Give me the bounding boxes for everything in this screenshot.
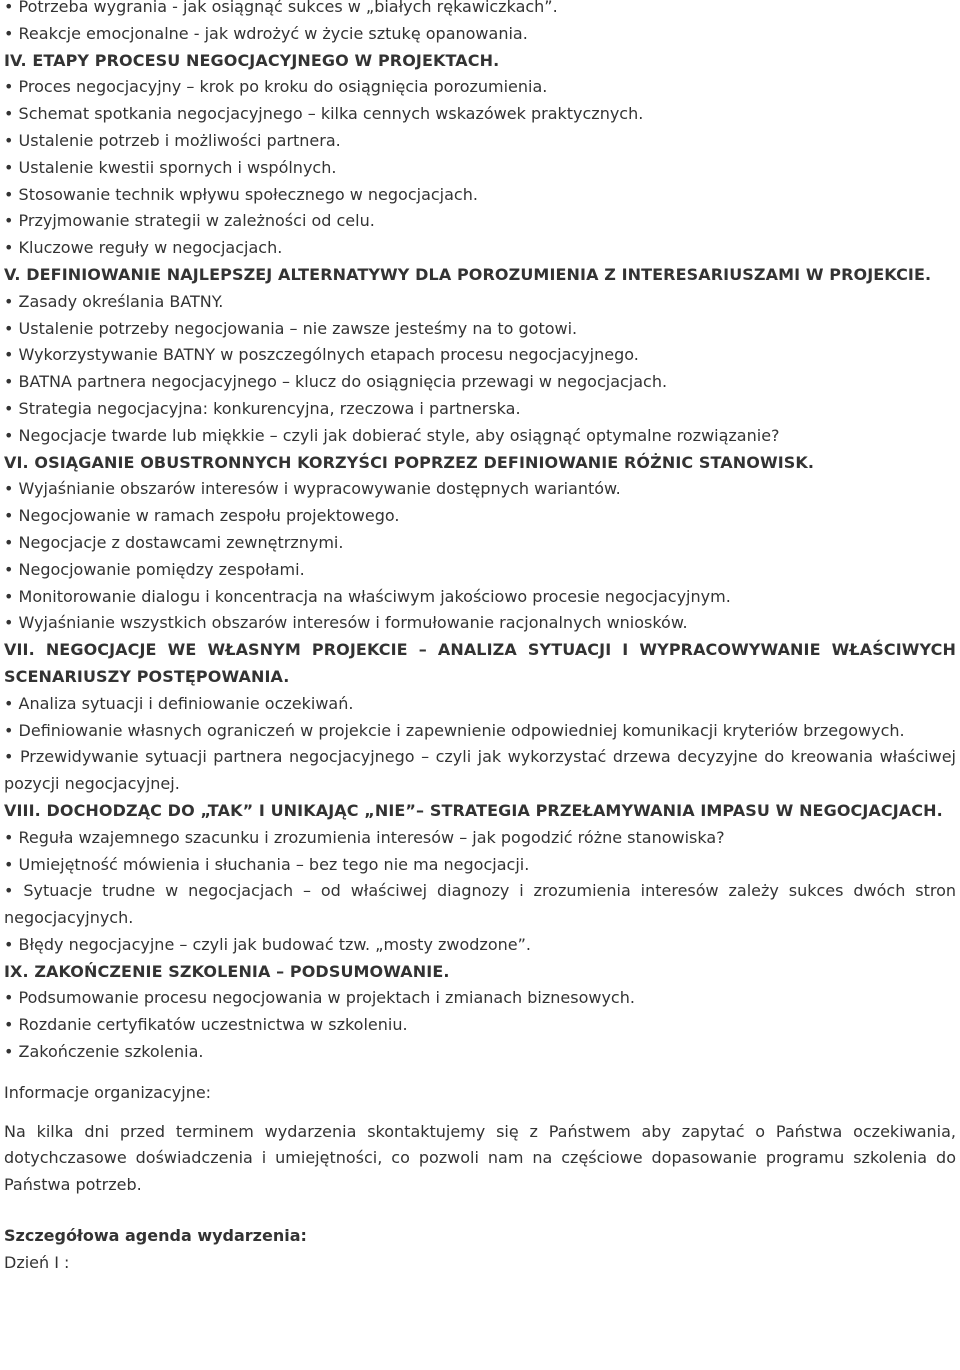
- list-item: • Negocjacje twarde lub miękkie – czyli jak dobierać style, aby osiągnąć optymalne rozwiązanie?: [4, 423, 956, 450]
- agenda-title: Szczegółowa agenda wydarzenia:: [4, 1226, 307, 1246]
- list-item: • Kluczowe reguły w negocjacjach.: [4, 235, 956, 262]
- list-item: • Podsumowanie procesu negocjowania w projektach i zmianach biznesowych.: [4, 985, 956, 1012]
- list-item: • Ustalenie potrzeby negocjowania – nie zawsze jesteśmy na to gotowi.: [4, 316, 956, 343]
- list-item: • Definiowanie własnych ograniczeń w projekcie i zapewnienie odpowiedniej komunikacji kryteriów brzegowych.: [4, 718, 956, 745]
- list-item: • Negocjowanie w ramach zespołu projektowego.: [4, 503, 956, 530]
- section-heading: IX. ZAKOŃCZENIE SZKOLENIA – PODSUMOWANIE.: [4, 961, 450, 981]
- list-item: • BATNA partnera negocjacyjnego – klucz do osiągnięcia przewagi w negocjacjach.: [4, 369, 956, 396]
- list-item: • Błędy negocjacyjne – czyli jak budować tzw. „mosty zwodzone”.: [4, 932, 956, 959]
- list-item: • Sytuacje trudne w negocjacjach – od właściwej diagnozy i zrozumienia interesów zależy sukces dwóch stron negocjacyjnych.: [4, 878, 956, 932]
- info-label: Informacje organizacyjne:: [4, 1082, 212, 1102]
- list-item: • Wykorzystywanie BATNY w poszczególnych etapach procesu negocjacyjnego.: [4, 342, 956, 369]
- list-item: • Umiejętność mówienia i słuchania – bez tego nie ma negocjacji.: [4, 852, 956, 879]
- list-item: • Przyjmowanie strategii w zależności od celu.: [4, 208, 956, 235]
- list-item: • Schemat spotkania negocjacyjnego – kilka cennych wskazówek praktycznych.: [4, 101, 956, 128]
- list-item: • Negocjacje z dostawcami zewnętrznymi.: [4, 530, 956, 557]
- info-paragraph-wrap: [4, 1119, 960, 1199]
- list-item: • Strategia negocjacyjna: konkurencyjna, rzeczowa i partnerska.: [4, 396, 956, 423]
- list-item: • Potrzeba wygrania - jak osiągnąć sukces w „białych rękawiczkach”.: [4, 0, 956, 21]
- program-list: [4, 0, 956, 1066]
- list-item: • Proces negocjacyjny – krok po kroku do osiągnięcia porozumienia.: [4, 74, 956, 101]
- list-item: • Reguła wzajemnego szacunku i zrozumienia interesów – jak pogodzić różne stanowiska?: [4, 825, 956, 852]
- section-heading: VII. NEGOCJACJE WE WŁASNYM PROJEKCIE – ANALIZA SYTUACJI I WYPRACOWYWANIE WŁAŚCIWYCH SCENARIUSZY POSTĘPOWANIA.: [4, 640, 956, 686]
- list-item: • Przewidywanie sytuacji partnera negocjacyjnego – czyli jak wykorzystać drzewa decyzyjne do kreowania właściwej pozycji negocjacyjnej.: [4, 744, 956, 798]
- list-item: • Monitorowanie dialogu i koncentracja na właściwym jakościowo procesie negocjacyjnym.: [4, 584, 956, 611]
- section-heading: VI. OSIĄGANIE OBUSTRONNYCH KORZYŚCI POPRZEZ DEFINIOWANIE RÓŻNIC STANOWISK.: [4, 452, 815, 472]
- section-heading: V. DEFINIOWANIE NAJLEPSZEJ ALTERNATYWY DLA POROZUMIENIA Z INTERESARIUSZAMI W PROJEKCIE.: [4, 264, 932, 284]
- list-item: • Zakończenie szkolenia.: [4, 1039, 956, 1066]
- list-item: • Wyjaśnianie obszarów interesów i wypracowywanie dostępnych wariantów.: [4, 476, 956, 503]
- agenda-day: Dzień I :: [4, 1252, 70, 1272]
- list-item: • Stosowanie technik wpływu społecznego w negocjacjach.: [4, 182, 956, 209]
- list-item: • Negocjowanie pomiędzy zespołami.: [4, 557, 956, 584]
- list-item: • Reakcje emocjonalne - jak wdrożyć w życie sztukę opanowania.: [4, 21, 956, 48]
- list-item: • Rozdanie certyfikatów uczestnictwa w szkoleniu.: [4, 1012, 956, 1039]
- list-item: • Ustalenie kwestii spornych i wspólnych.: [4, 155, 956, 182]
- section-heading: IV. ETAPY PROCESU NEGOCJACYJNEGO W PROJEKTACH.: [4, 50, 500, 70]
- list-item: • Zasady określania BATNY.: [4, 289, 956, 316]
- list-item: • Analiza sytuacji i definiowanie oczekiwań.: [4, 691, 956, 718]
- section-heading: VIII. DOCHODZĄC DO „TAK” I UNIKAJĄC „NIE”– STRATEGIA PRZEŁAMYWANIA IMPASU W NEGOCJACJACH.: [4, 800, 943, 820]
- list-item: • Wyjaśnianie wszystkich obszarów interesów i formułowanie racjonalnych wniosków.: [4, 610, 956, 637]
- list-item: • Ustalenie potrzeb i możliwości partnera.: [4, 128, 956, 155]
- info-paragraph: Na kilka dni przed terminem wydarzenia skontaktujemy się z Państwem aby zapytać o Państwa oczekiwania, dotychczasowe doświadczenia i umiejętności, co pozwoli nam na częściowe dopasowanie programu szkolenia do Państwa potrzeb.: [4, 1121, 956, 1195]
